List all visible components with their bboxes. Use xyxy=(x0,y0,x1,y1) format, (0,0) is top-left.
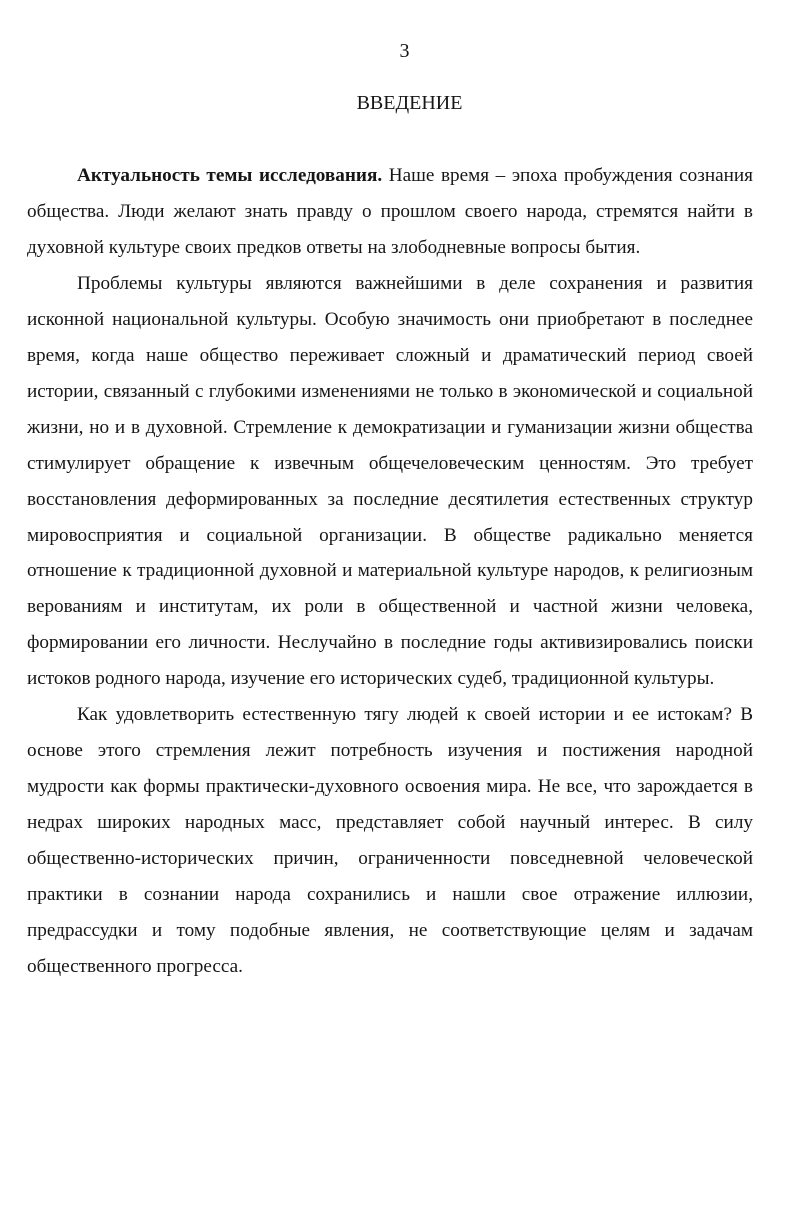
paragraph-lead: Актуальность темы исследования. xyxy=(77,165,383,186)
paragraph-text: Наше время – эпоха пробуждения сознания общества. Люди желают знать правду о прошлом своего народа, стремятся найти в духовной культуре своих предков ответы на злободневные вопросы бытия. xyxy=(27,165,753,258)
paragraph-culture-problems: Проблемы культуры являются важнейшими в деле сохранения и развития исконной национальной культуры. Особую значимость они приобретают в последнее время, когда наше общество переживает сложный и драматический период своей истории, связанный с глубокими изменениями не только в экономической и социальной жизни, но и в духовной. Стремление к демократизации и гуманизации жизни общества стимулирует обращение к извечным общечеловеческим ценностям. Это требует восстановления деформированных за последние десятилетия естественных структур мировосприятия и социальной организации. В обществе радикально меняется отношение к традиционной духовной и материальной культуре народов, к религиозным верованиям и институтам, их роли в общественной и частной жизни человека, формировании его личности. Неслучайно в последние годы активизировались поиски истоков родного народа, изучение его исторических судеб, традиционной культуры. xyxy=(27,272,753,690)
body-text xyxy=(27,158,753,985)
section-title: ВВЕДЕНИЕ xyxy=(356,92,463,114)
paragraph-relevance xyxy=(27,158,753,266)
page-number: 3 xyxy=(399,40,410,62)
paragraph-history-question: Как удовлетворить естественную тягу людей к своей истории и ее истокам? В основе этого стремления лежит потребность изучения и постижения народной мудрости как формы практически-духовного освоения мира. Не все, что зарождается в недрах широких народных масс, представляет собой научный интерес. В силу общественно-исторических причин, ограниченности повседневной человеческой практики в сознании народа сохранились и нашли свое отражение иллюзии, предрассудки и тому подобные явления, не соответствующие целям и задачам общественного прогресса. xyxy=(27,704,753,977)
